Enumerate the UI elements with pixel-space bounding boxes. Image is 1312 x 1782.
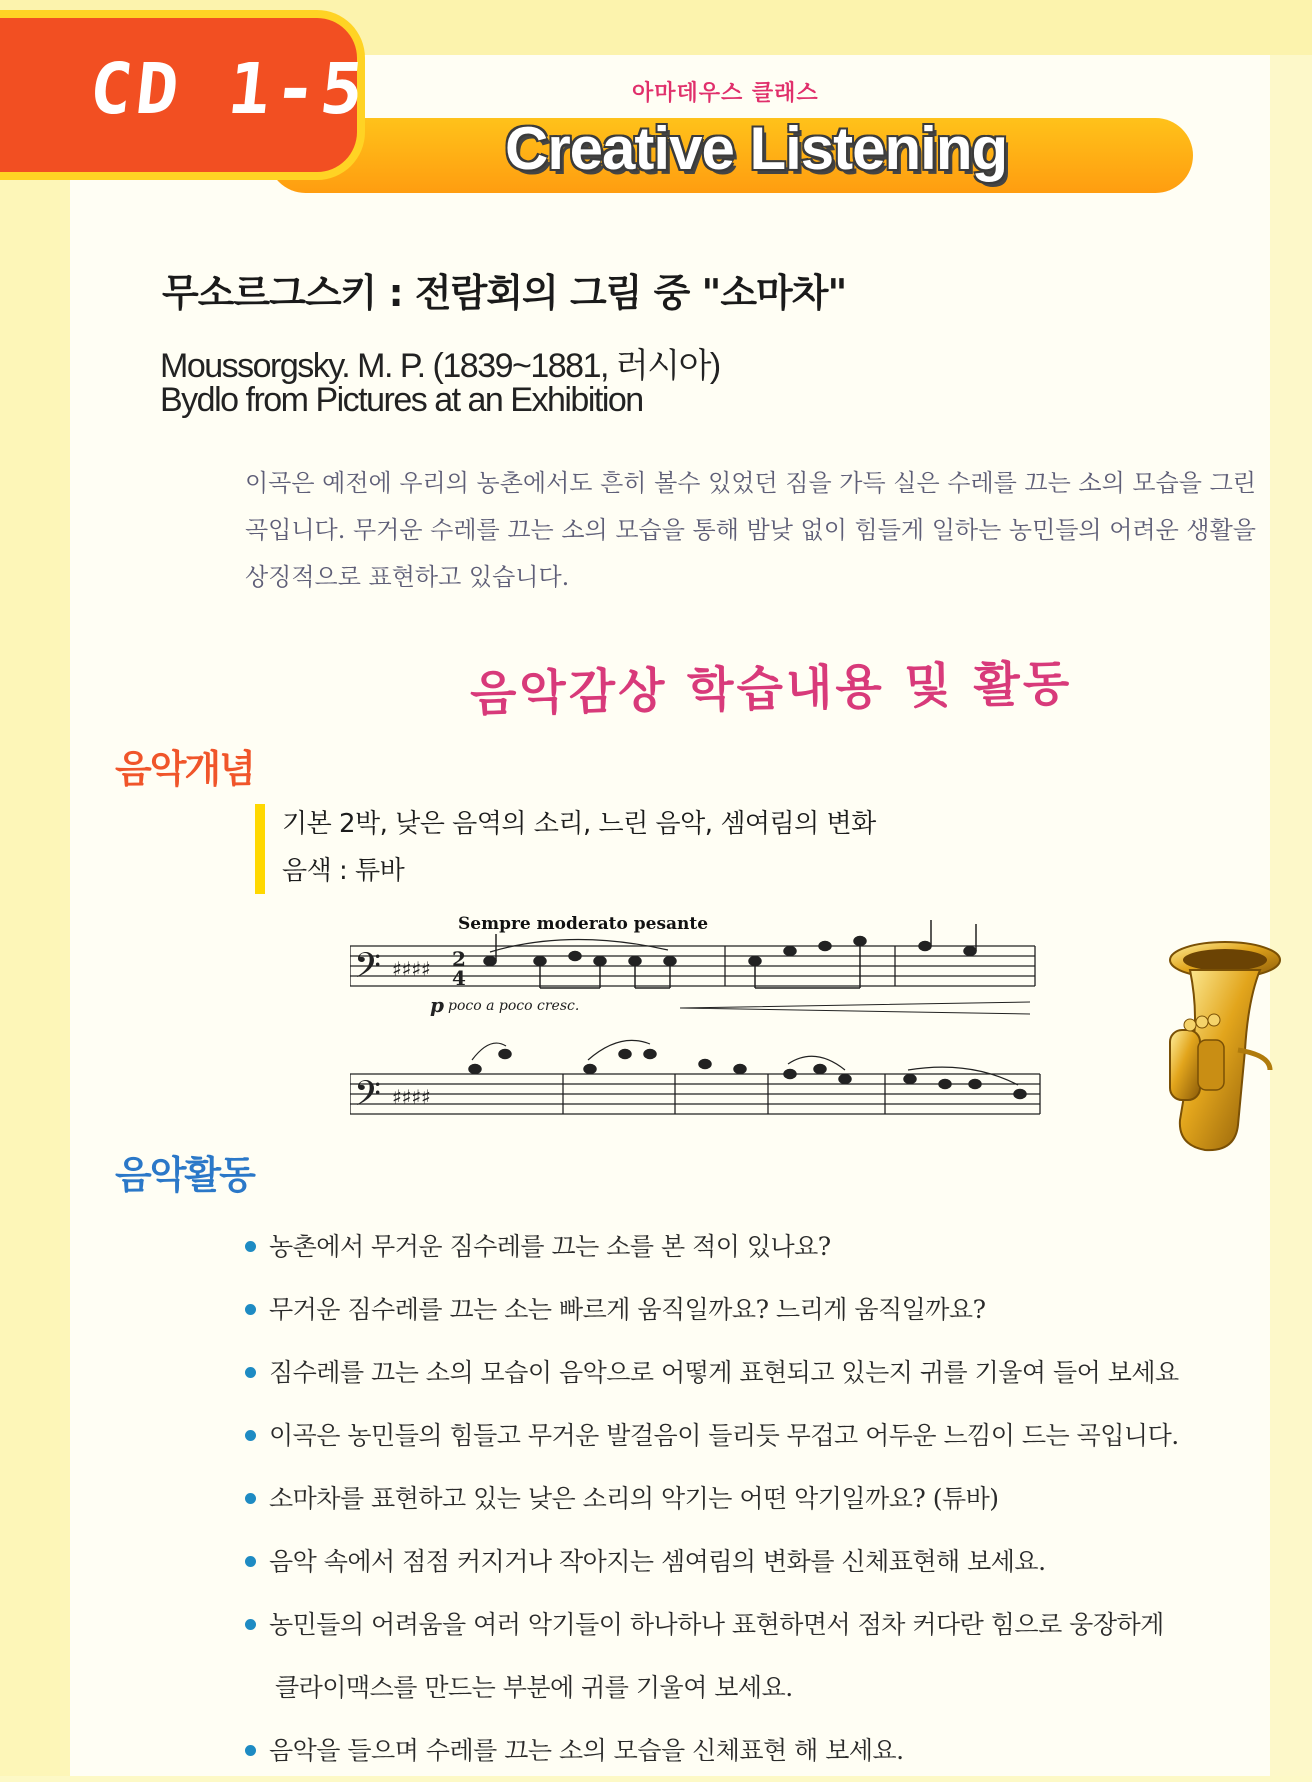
time-signature-top: 2 (452, 947, 466, 971)
bass-clef-icon: 𝄢 (354, 1073, 382, 1122)
cd-label: CD 1-5 (85, 48, 372, 130)
music-score (350, 910, 1050, 1150)
composer-info: Moussorgsky. M. P. (1839~1881, 러시아) (160, 347, 720, 385)
dynamic-text: poco a poco cresc. (448, 998, 580, 1014)
list-item: 이곡은 농민들의 힘들고 무거운 발걸음이 들리듯 무겁고 어두운 느낌이 드는 곡입니다. (245, 1404, 1179, 1467)
bass-clef-icon: 𝄢 (354, 945, 382, 994)
dynamic-mark: p (430, 993, 444, 1017)
class-logo: 아마데우스 클래스 (632, 81, 819, 106)
activity-label: 음악활동 (115, 1153, 254, 1197)
list-item: 무거운 짐수레를 끄는 소는 빠르게 움직일까요? 느리게 움직일까요? (245, 1278, 1179, 1341)
list-item: 음악을 들으며 수레를 끄는 소의 모습을 신체표현 해 보세요. (245, 1719, 1179, 1782)
list-item-line: 클라이맥스를 만드는 부분에 귀를 기울여 보세요. (275, 1673, 793, 1702)
concept-line: 기본 2박, 낮은 음역의 소리, 느린 음악, 셈여림의 변화 (282, 809, 876, 839)
concept-label: 음악개념 (115, 747, 254, 791)
work-title: Bydlo from Pictures at an Exhibition (160, 381, 643, 419)
time-signature-bottom: 4 (452, 966, 466, 990)
section-heading: 음악감상 학습내용 및 활동 (469, 655, 1073, 723)
concept-accent-bar (255, 804, 265, 894)
tempo-marking: Sempre moderato pesante (458, 914, 709, 934)
concept-line: 음색 : 튜바 (282, 856, 405, 886)
piece-description: 이곡은 예전에 우리의 농촌에서도 흔히 볼수 있었던 짐을 가득 실은 수레를 끄는 소의 모습을 그린 곡입니다. 무거운 수레를 끄는 소의 모습을 통해 밤낮 없이 힘들게 일하는 농민들의 어려운 생활을 상징적으로 표현하고 있습니다. (245, 469, 1256, 591)
list-item: 음악 속에서 점점 커지거나 작아지는 셈여림의 변화를 신체표현해 보세요. (245, 1530, 1179, 1593)
list-item: 농촌에서 무거운 짐수레를 끄는 소를 본 적이 있나요? (245, 1215, 1179, 1278)
list-item (245, 1593, 1179, 1719)
list-item-line: 농민들의 어려움을 여러 악기들이 하나하나 표현하면서 점차 커다란 힘으로 웅장하게 (269, 1610, 1164, 1639)
key-signature-sharps: ♯♯♯♯ (392, 1085, 431, 1109)
tuba-icon (1120, 930, 1300, 1160)
key-signature-sharps: ♯♯♯♯ (392, 957, 431, 981)
piece-title: 무소르그스키 : 전람회의 그림 중 "소마차" (162, 271, 847, 315)
activity-list (245, 1215, 1179, 1782)
page-title: Creative Listening (505, 115, 1008, 182)
list-item: 짐수레를 끄는 소의 모습이 음악으로 어떻게 표현되고 있는지 귀를 기울여 들어 보세요 (245, 1341, 1179, 1404)
list-item: 소마차를 표현하고 있는 낮은 소리의 악기는 어떤 악기일까요? (튜바) (245, 1467, 1179, 1530)
